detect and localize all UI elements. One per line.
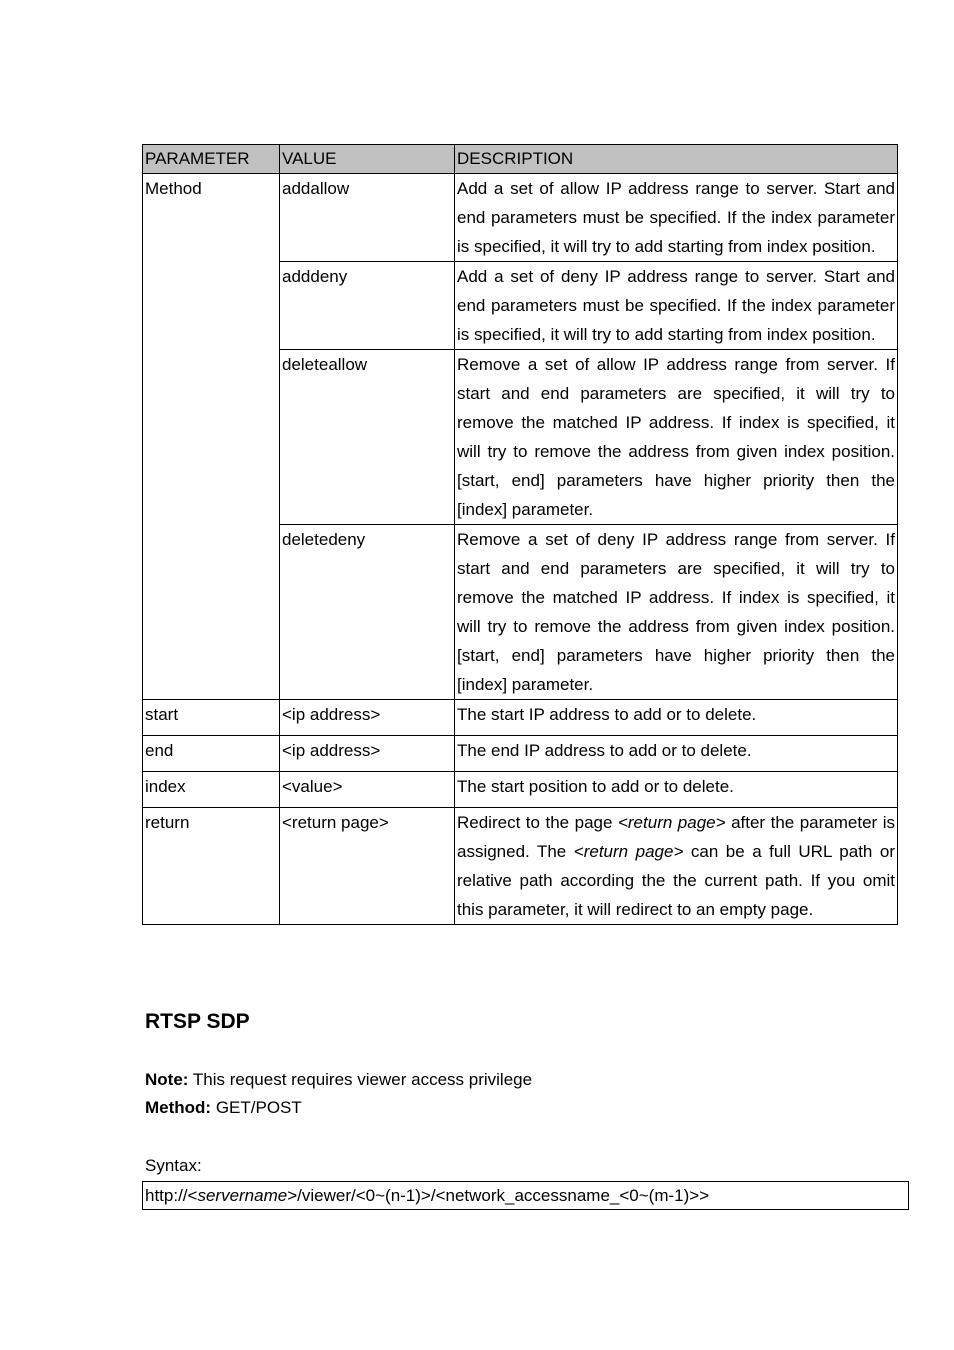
description-cell: Remove a set of allow IP address range from server. If start and end parameters are specified, it will try to remove the matched IP address. If index is specified, it will try to remove the address from given index position. [start, end] parameters have higher priority then the [index] parameter.: [455, 350, 898, 525]
value-cell: <ip address>: [280, 700, 455, 736]
description-cell: Remove a set of deny IP address range from server. If start and end parameters are specified, it will try to remove the matched IP address. If index is specified, it will try to remove the address from given index position. [start, end] parameters have higher priority then the [index] parameter.: [455, 525, 898, 700]
value-cell: deletedeny: [280, 525, 455, 700]
desc-text: can be a full URL path or relative path according the the current path. If you omit this parameter, it will redirect to an empty page.: [457, 842, 895, 919]
value-cell: <ip address>: [280, 736, 455, 772]
table-header-row: [143, 145, 898, 174]
description-cell: The start position to add or to delete.: [455, 772, 898, 808]
value-cell: adddeny: [280, 262, 455, 350]
note-label: Note:: [145, 1070, 189, 1089]
syntax-label: Syntax:: [145, 1156, 202, 1175]
description-cell: [455, 808, 898, 925]
syntax-box: [142, 1181, 909, 1210]
note-line: [145, 1068, 532, 1092]
description-cell: Add a set of allow IP address range to server. Start and end parameters must be specified. If the index parameter is specified, it will try to add starting from index position.: [455, 174, 898, 262]
syntax-servername: servername: [197, 1186, 288, 1205]
table-row: [143, 772, 898, 808]
note-text: This request requires viewer access privilege: [188, 1070, 533, 1089]
parameter-table: [142, 144, 898, 925]
syntax-suffix: >/viewer/<0~(n-1)>/<network_accessname_<0~(m-1)>>: [287, 1186, 710, 1205]
description-cell: The start IP address to add or to delete.: [455, 700, 898, 736]
header-value: VALUE: [280, 145, 455, 174]
param-cell-return: return: [143, 808, 280, 925]
desc-italic: <return page>: [573, 842, 684, 861]
param-cell: start: [143, 700, 280, 736]
value-cell: <return page>: [280, 808, 455, 925]
header-description: DESCRIPTION: [455, 145, 898, 174]
param-cell: index: [143, 772, 280, 808]
table-row: [143, 736, 898, 772]
table-row: [143, 174, 898, 262]
header-parameter: PARAMETER: [143, 145, 280, 174]
section-title: RTSP SDP: [145, 1010, 250, 1033]
param-cell-method: Method: [143, 174, 280, 700]
value-cell: deleteallow: [280, 350, 455, 525]
method-label: Method:: [145, 1098, 212, 1117]
param-cell: end: [143, 736, 280, 772]
description-cell: Add a set of deny IP address range to server. Start and end parameters must be specified. If the index parameter is specified, it will try to add starting from index position.: [455, 262, 898, 350]
description-cell: The end IP address to add or to delete.: [455, 736, 898, 772]
desc-text: Redirect to the page: [457, 813, 618, 832]
desc-italic: <return page>: [617, 813, 726, 832]
method-text: GET/POST: [211, 1098, 302, 1117]
value-cell: addallow: [280, 174, 455, 262]
value-cell: <value>: [280, 772, 455, 808]
method-line: [145, 1096, 302, 1120]
desc-text: after the parameter is assigned. The: [457, 813, 895, 861]
table-row: [143, 700, 898, 736]
syntax-prefix: http://<: [145, 1186, 198, 1205]
table-row: [143, 808, 898, 925]
